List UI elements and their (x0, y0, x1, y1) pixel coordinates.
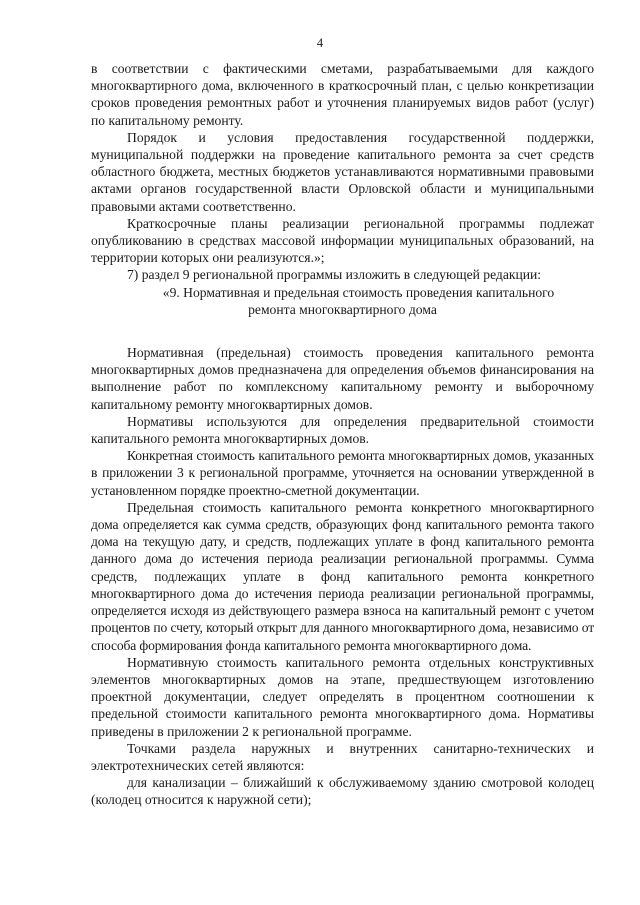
paragraph-sewerage: для канализации – ближайший к обслуживаемому зданию смотровой колодец (колодец относится к наружной сети); (91, 775, 594, 808)
paragraph-estimates: в соответствии с фактическими сметами, разрабатываемыми для каждого многоквартирного дома, включенного в краткосрочный план, с целью конкретизации сроков проведения ремонтных работ и уточнения планируемых видов работ (услуг) по капитальному ремонту. (91, 61, 594, 128)
paragraph-structural-elements: Нормативную стоимость капитального ремонта отдельных конструктивных элементов многоквартирных домов на этапе, предшествующем изготовлению проектной документации, следует определять в процентном соотношении к предельной стоимости капитального ремонта многоквартирного дома. Нормативы приведены в приложении 2 к региональной программе. (91, 654, 594, 739)
section-heading-line-2: ремонта многоквартирного дома (248, 301, 437, 317)
page-number: 4 (316, 36, 324, 50)
section-heading (91, 284, 594, 318)
paragraph-short-term-plans: Краткосрочные планы реализации региональной программы подлежат опубликованию в средствах массовой информации муниципальных образований, на территории которых они реализуются.»; (91, 215, 594, 266)
section-heading-line-1: «9. Нормативная и предельная стоимость проведения капитального (162, 284, 555, 300)
paragraph-specific-cost: Конкретная стоимость капитального ремонта многоквартирных домов, указанных в приложении 3 к региональной программе, уточняется на основании утвержденной в установленном порядке проектно-сметной документации. (91, 448, 594, 498)
paragraph-normative-cost: Нормативная (предельная) стоимость проведения капитального ремонта многоквартирных домов предназначена для определения объемов финансирования на выполнение работ по комплексному капитальному ремонту и выборочному капитальному ремонту многоквартирных домов. (91, 345, 594, 412)
paragraph-normatives-usage: Нормативы используются для определения предварительной стоимости капитального ремонта многоквартирных домов. (91, 413, 594, 447)
heading-spacer (91, 318, 594, 344)
paragraph-amendment-item-7: 7) раздел 9 региональной программы изложить в следующей редакции: (127, 267, 542, 283)
paragraph-maximum-cost: Предельная стоимость капитального ремонта конкретного многоквартирного дома определяется как сумма средств, образующих фонд капитального ремонта такого дома на текущую дату, и средств, подлежащих уплате в фонд капитального ремонта данного дома до истечения периода реализации региональной программы. Сумма средств, подлежащих уплате в фонд капитального ремонта конкретного многоквартирного дома до истечения периода реализации региональной программы, определяется исходя из действующего размера взноса на капитальный ремонт с учетом процентов по счету, который открыт для данного многоквартирного дома, независимо от способа формирования фонда капитального ремонта многоквартирного дома. (91, 499, 594, 653)
document-body (91, 60, 594, 809)
paragraph-state-support: Порядок и условия предоставления государственной поддержки, муниципальной поддержки на проведение капитального ремонта за счет средств областного бюджета, местных бюджетов устанавливаются нормативными правовыми актами органов государственной власти Орловской области и муниципальными правовыми актами соответственно. (91, 129, 594, 214)
paragraph-network-boundaries: Точками раздела наружных и внутренних санитарно-технических и электротехнических сетей являются: (91, 740, 594, 773)
